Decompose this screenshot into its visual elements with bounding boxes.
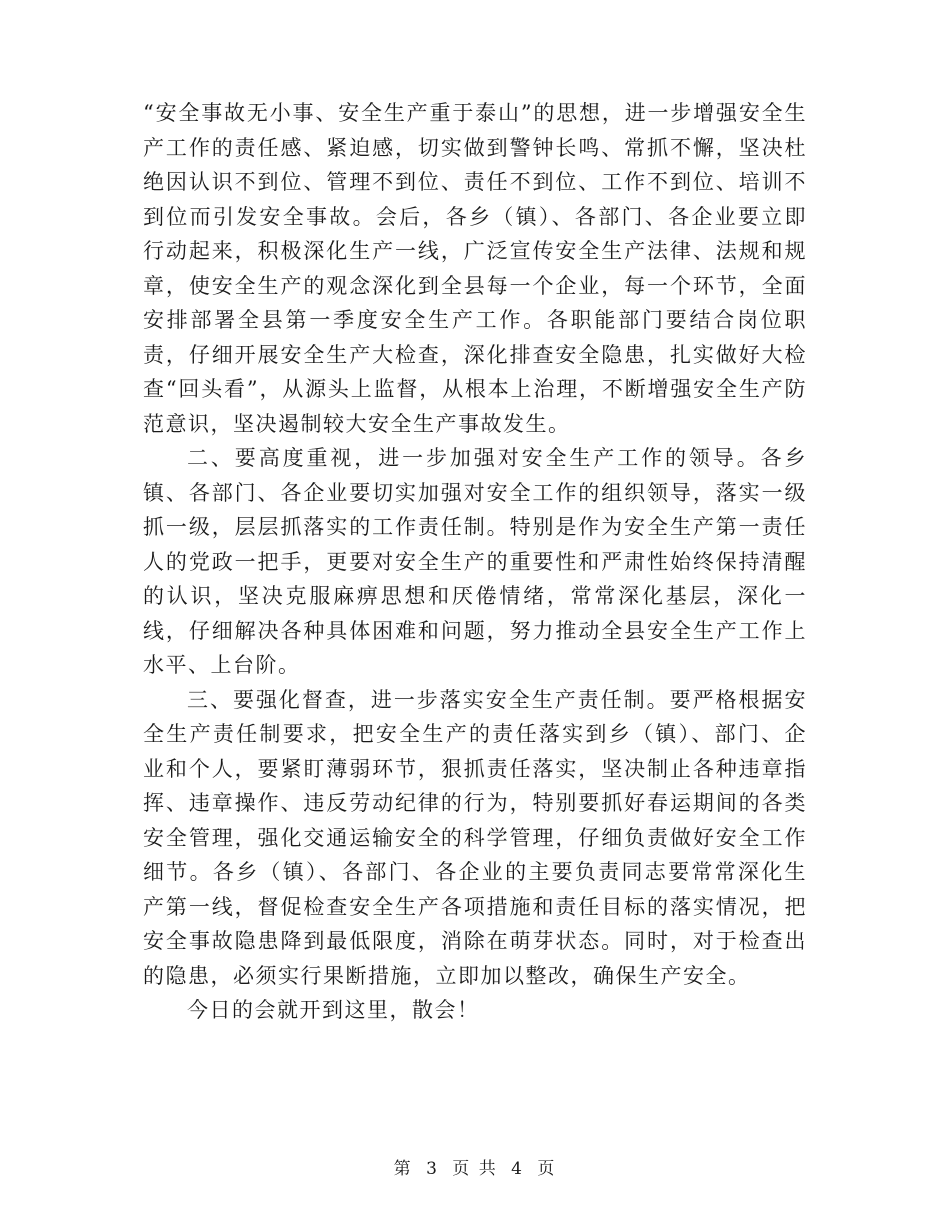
footer-middle: 页 共	[452, 1159, 498, 1179]
paragraph-section-three: 三、要强化督查，进一步落实安全生产责任制。要严格根据安全生产责任制要求，把安全生产的责任落实到乡（镇）、部门、企业和个人，要紧盯薄弱环节，狠抓责任落实，坚决制止各种违章指挥、违章操作、违反劳动纪律的行为，特别要抓好春运期间的各类安全管理，强化交通运输安全的科学管理，仔细负责做好安全工作细节。各乡（镇）、各部门、各企业的主要负责同志要常常深化生产第一线，督促检查安全生产各项措施和责任目标的落实情况，把安全事故隐患降到最低限度，消除在萌芽状态。同时，对于检查出的隐患，必须实行果断措施，立即加以整改，确保生产安全。	[143, 687, 807, 988]
footer-current-page: 3	[426, 1159, 439, 1179]
footer-prefix: 第	[393, 1159, 413, 1179]
paragraph-continuation: “安全事故无小事、安全生产重于泰山”的思想，进一步增强安全生产工作的责任感、紧迫感，切实做到警钟长鸣、常抓不懈，坚决杜绝因认识不到位、管理不到位、责任不到位、工作不到位、培训不到位而引发安全事故。会后，各乡（镇）、各部门、各企业要立即行动起来，积极深化生产一线，广泛宣传安全生产法律、法规和规章，使安全生产的观念深化到全县每一个企业，每一个环节，全面安排部署全县第一季度安全生产工作。各职能部门要结合岗位职责，仔细开展安全生产大检查，深化排查安全隐患，扎实做好大检查“回头看”，从源头上监督，从根本上治理，不断增强安全生产防范意识，坚决遏制较大安全生产事故发生。	[143, 101, 807, 436]
document-body	[143, 96, 807, 1028]
paragraph-closing: 今日的会就开到这里，散会！	[187, 998, 480, 1022]
footer-total-pages: 4	[511, 1159, 524, 1179]
footer-suffix: 页	[537, 1159, 557, 1179]
paragraph-section-two: 二、要高度重视，进一步加强对安全生产工作的领导。各乡镇、各部门、各企业要切实加强对安全工作的组织领导，落实一级抓一级，层层抓落实的工作责任制。特别是作为安全生产第一责任人的党政一把手，更要对安全生产的重要性和严肃性始终保持清醒的认识，坚决克服麻痹思想和厌倦情绪，常常深化基层，深化一线，仔细解决各种具体困难和问题，努力推动全县安全生产工作上水平、上台阶。	[143, 446, 807, 677]
page-footer	[0, 1154, 950, 1179]
